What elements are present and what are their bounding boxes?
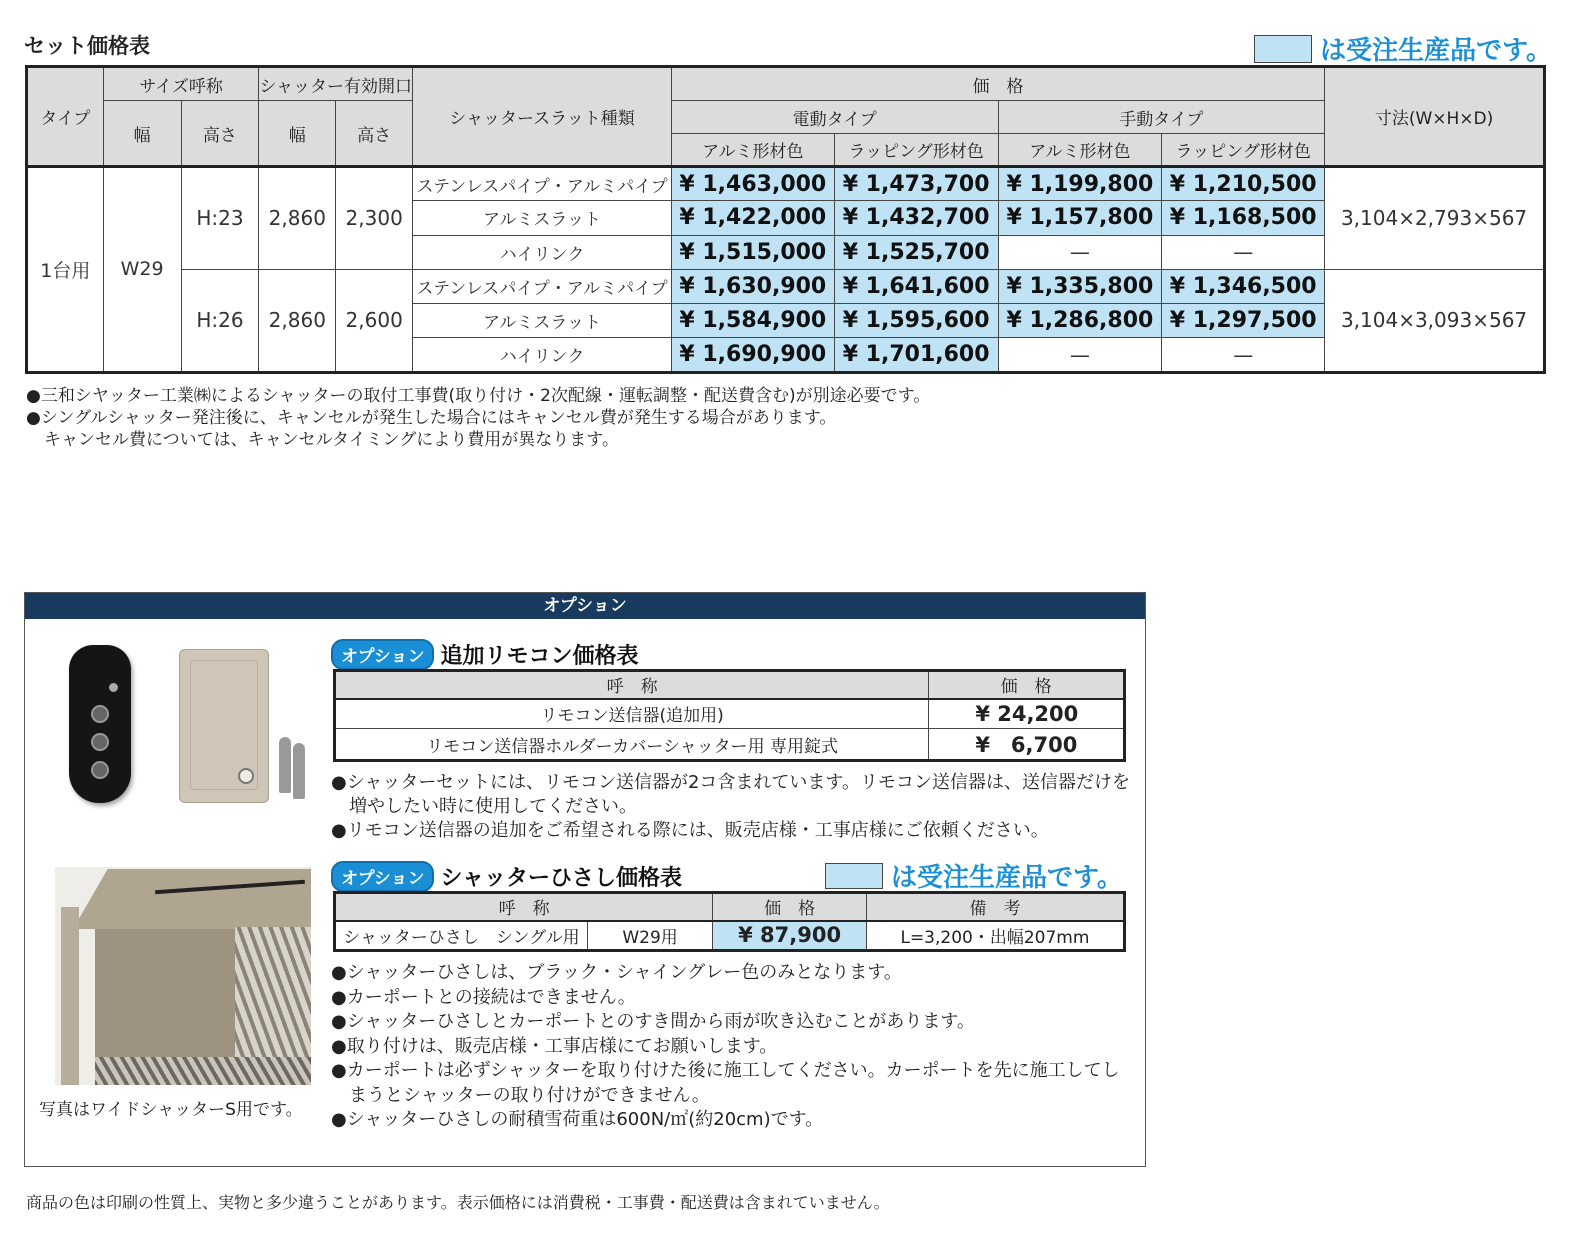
header-dimensions: 寸法(W×H×D): [1325, 67, 1545, 167]
canopy-section-title: [331, 861, 682, 892]
header-manual: 手動タイプ: [998, 101, 1325, 134]
note-line: ●シャッターひさしの耐積雪荷重は600N/㎡(約20cm)です。: [331, 1109, 824, 1130]
table-row: [335, 729, 1125, 761]
remote-button-icon: [91, 733, 109, 751]
footer-disclaimer: 商品の色は印刷の性質上、実物と多少違うことがあります。表示価格には消費税・工事費・配送費は含まれていません。: [26, 1193, 890, 1212]
item-price: ¥ 24,200: [929, 699, 1125, 729]
note-line: 増やしたい時に使用してください。: [349, 796, 637, 817]
option-header: オプション: [25, 593, 1145, 619]
header-price: 価 格: [713, 893, 867, 921]
note-line: まうとシャッターの取り付けができません。: [349, 1084, 710, 1106]
photo-caption: 写真はワイドシャッターS用です。: [39, 1100, 303, 1120]
opening-height-cell: 2,300: [336, 167, 413, 270]
price-cell: ¥ 1,630,900: [671, 269, 834, 303]
legend-text: は受注生産品です。: [891, 863, 1123, 893]
price-cell: ¥ 1,168,500: [1162, 201, 1325, 235]
price-cell: ¥ 1,210,500: [1162, 167, 1325, 201]
header-price: 価 格: [929, 671, 1125, 699]
remote-price-table: [333, 669, 1126, 762]
opening-height-cell: 2,600: [336, 269, 413, 372]
header-size-height: 高さ: [181, 101, 259, 167]
price-cell: ¥ 1,690,900: [671, 338, 834, 372]
note-line: ●シャッターひさしは、ブラック・シャイングレー色のみとなります。: [331, 962, 902, 983]
shutter-lower-slats: [95, 1057, 311, 1085]
na-cell: —: [998, 235, 1162, 269]
canopy-title: シャッターひさし価格表: [440, 866, 683, 891]
set-price-table: [25, 65, 1546, 374]
table-row: [335, 699, 1125, 729]
price-cell: ¥ 1,335,800: [998, 269, 1162, 303]
header-size-width: 幅: [103, 101, 181, 167]
opening-width-cell: 2,860: [259, 167, 336, 270]
keys-image: [275, 733, 309, 803]
remote-notes: [331, 771, 1131, 843]
note-line: ●取り付けは、販売店様・工事店様にてお願いします。: [331, 1035, 778, 1057]
made-to-order-legend: [825, 857, 1123, 894]
price-cell: ¥ 1,584,900: [671, 304, 834, 338]
note-line: ●カーポートは必ずシャッターを取り付けた後に施工してください。カーポートを先に施工してし: [331, 1060, 1120, 1081]
note-line: キャンセル費については、キャンセルタイミングにより費用が異なります。: [44, 430, 619, 450]
slat-cell: ステンレスパイプ・アルミパイプ: [413, 269, 672, 303]
price-cell: ¥ 1,525,700: [834, 235, 998, 269]
installation-notes: [26, 385, 930, 451]
shutter-post: [61, 907, 79, 1085]
header-electric: 電動タイプ: [671, 101, 998, 134]
made-to-order-legend: [1254, 30, 1552, 67]
slat-cell: ステンレスパイプ・アルミパイプ: [413, 167, 672, 201]
header-opening: シャッター有効開口: [259, 67, 413, 101]
size-height-cell: H:26: [181, 269, 259, 372]
price-cell: ¥ 1,473,700: [834, 167, 998, 201]
price-cell: ¥ 1,515,000: [671, 235, 834, 269]
header-opening-width: 幅: [259, 101, 336, 167]
size-height-cell: H:23: [181, 167, 259, 270]
header-electric-alumi: アルミ形材色: [671, 134, 834, 167]
legend-swatch: [825, 863, 883, 889]
key-icon: [279, 737, 291, 793]
item-name: リモコン送信器(追加用): [335, 699, 929, 729]
na-cell: —: [998, 338, 1162, 372]
remote-button-icon: [91, 761, 109, 779]
canopy-notes: [331, 961, 1131, 1133]
note-line: ●シャッターひさしとカーポートとのすき間から雨が吹き込むことがあります。: [331, 1011, 975, 1032]
header-slat: シャッタースラット種類: [413, 67, 672, 167]
note-line: ●シャッターセットには、リモコン送信器が2コ含まれています。リモコン送信器は、送信器だけを: [331, 772, 1130, 793]
item-name: シャッターひさし シングル用: [335, 921, 588, 951]
option-tag: オプション: [331, 861, 434, 892]
opening-width-cell: 2,860: [259, 269, 336, 372]
price-cell: ¥ 1,641,600: [834, 269, 998, 303]
dimensions-cell: 3,104×2,793×567: [1325, 167, 1545, 270]
slat-cell: アルミスラット: [413, 201, 672, 235]
option-section: [24, 592, 1146, 1167]
price-cell: ¥ 1,199,800: [998, 167, 1162, 201]
header-type: タイプ: [27, 67, 104, 167]
legend-swatch: [1254, 35, 1312, 63]
header-note: 備 考: [866, 893, 1124, 921]
remote-control-image: [69, 645, 131, 803]
price-cell: ¥ 1,346,500: [1162, 269, 1325, 303]
price-cell: ¥ 1,422,000: [671, 201, 834, 235]
type-cell: 1台用: [27, 167, 104, 373]
header-manual-wrap: ラッピング形材色: [1162, 134, 1325, 167]
price-cell: ¥ 1,463,000: [671, 167, 834, 201]
header-size: サイズ呼称: [103, 67, 259, 101]
canopy-lid: [73, 869, 311, 929]
header-price: 価 格: [671, 67, 1324, 101]
note-line: ●シングルシャッター発注後に、キャンセルが発生した場合にはキャンセル費が発生する場合があります。: [26, 408, 837, 428]
header-name: 呼 称: [335, 893, 713, 921]
slat-cell: ハイリンク: [413, 235, 672, 269]
remote-title: 追加リモコン価格表: [440, 644, 639, 669]
item-size: W29用: [587, 921, 713, 951]
header-electric-wrap: ラッピング形材色: [834, 134, 998, 167]
item-price: ¥ 87,900: [713, 921, 867, 951]
remote-section-title: [331, 639, 639, 670]
price-cell: ¥ 1,286,800: [998, 304, 1162, 338]
table-row: [27, 269, 1545, 303]
key-icon: [293, 743, 305, 799]
remote-button-icon: [91, 705, 109, 723]
led-icon: [109, 683, 118, 692]
option-tag: オプション: [331, 639, 434, 670]
price-cell: ¥ 1,432,700: [834, 201, 998, 235]
item-price: ¥ 6,700: [929, 729, 1125, 761]
note-line: ●カーポートとの接続はできません。: [331, 986, 636, 1008]
slat-cell: アルミスラット: [413, 304, 672, 338]
na-cell: —: [1162, 235, 1325, 269]
size-width-cell: W29: [103, 167, 181, 373]
table-row: [335, 921, 1125, 951]
slat-cell: ハイリンク: [413, 338, 672, 372]
price-cell: ¥ 1,701,600: [834, 338, 998, 372]
table-row: [27, 167, 1545, 201]
remote-holder-image: [179, 649, 269, 803]
shutter-canopy-image: [55, 867, 311, 1085]
dimensions-cell: 3,104×3,093×567: [1325, 269, 1545, 372]
header-name: 呼 称: [335, 671, 929, 699]
header-opening-height: 高さ: [336, 101, 413, 167]
na-cell: —: [1162, 338, 1325, 372]
legend-text: は受注生産品です。: [1320, 36, 1552, 66]
price-cell: ¥ 1,595,600: [834, 304, 998, 338]
page-title: セット価格表: [24, 34, 150, 58]
lock-icon: [238, 768, 254, 784]
price-cell: ¥ 1,297,500: [1162, 304, 1325, 338]
header-manual-alumi: アルミ形材色: [998, 134, 1162, 167]
note-line: ●三和シヤッター工業㈱によるシャッターの取付工事費(取り付け・2次配線・運転調整・配送費含む)が別途必要です。: [26, 386, 931, 406]
item-name: リモコン送信器ホルダーカバーシャッター用 専用錠式: [335, 729, 929, 761]
note-line: ●リモコン送信器の追加をご希望される際には、販売店様・工事店様にご依頼ください。: [331, 820, 1049, 841]
item-note: L=3,200・出幅207mm: [866, 921, 1124, 951]
price-cell: ¥ 1,157,800: [998, 201, 1162, 235]
canopy-price-table: [333, 891, 1126, 952]
